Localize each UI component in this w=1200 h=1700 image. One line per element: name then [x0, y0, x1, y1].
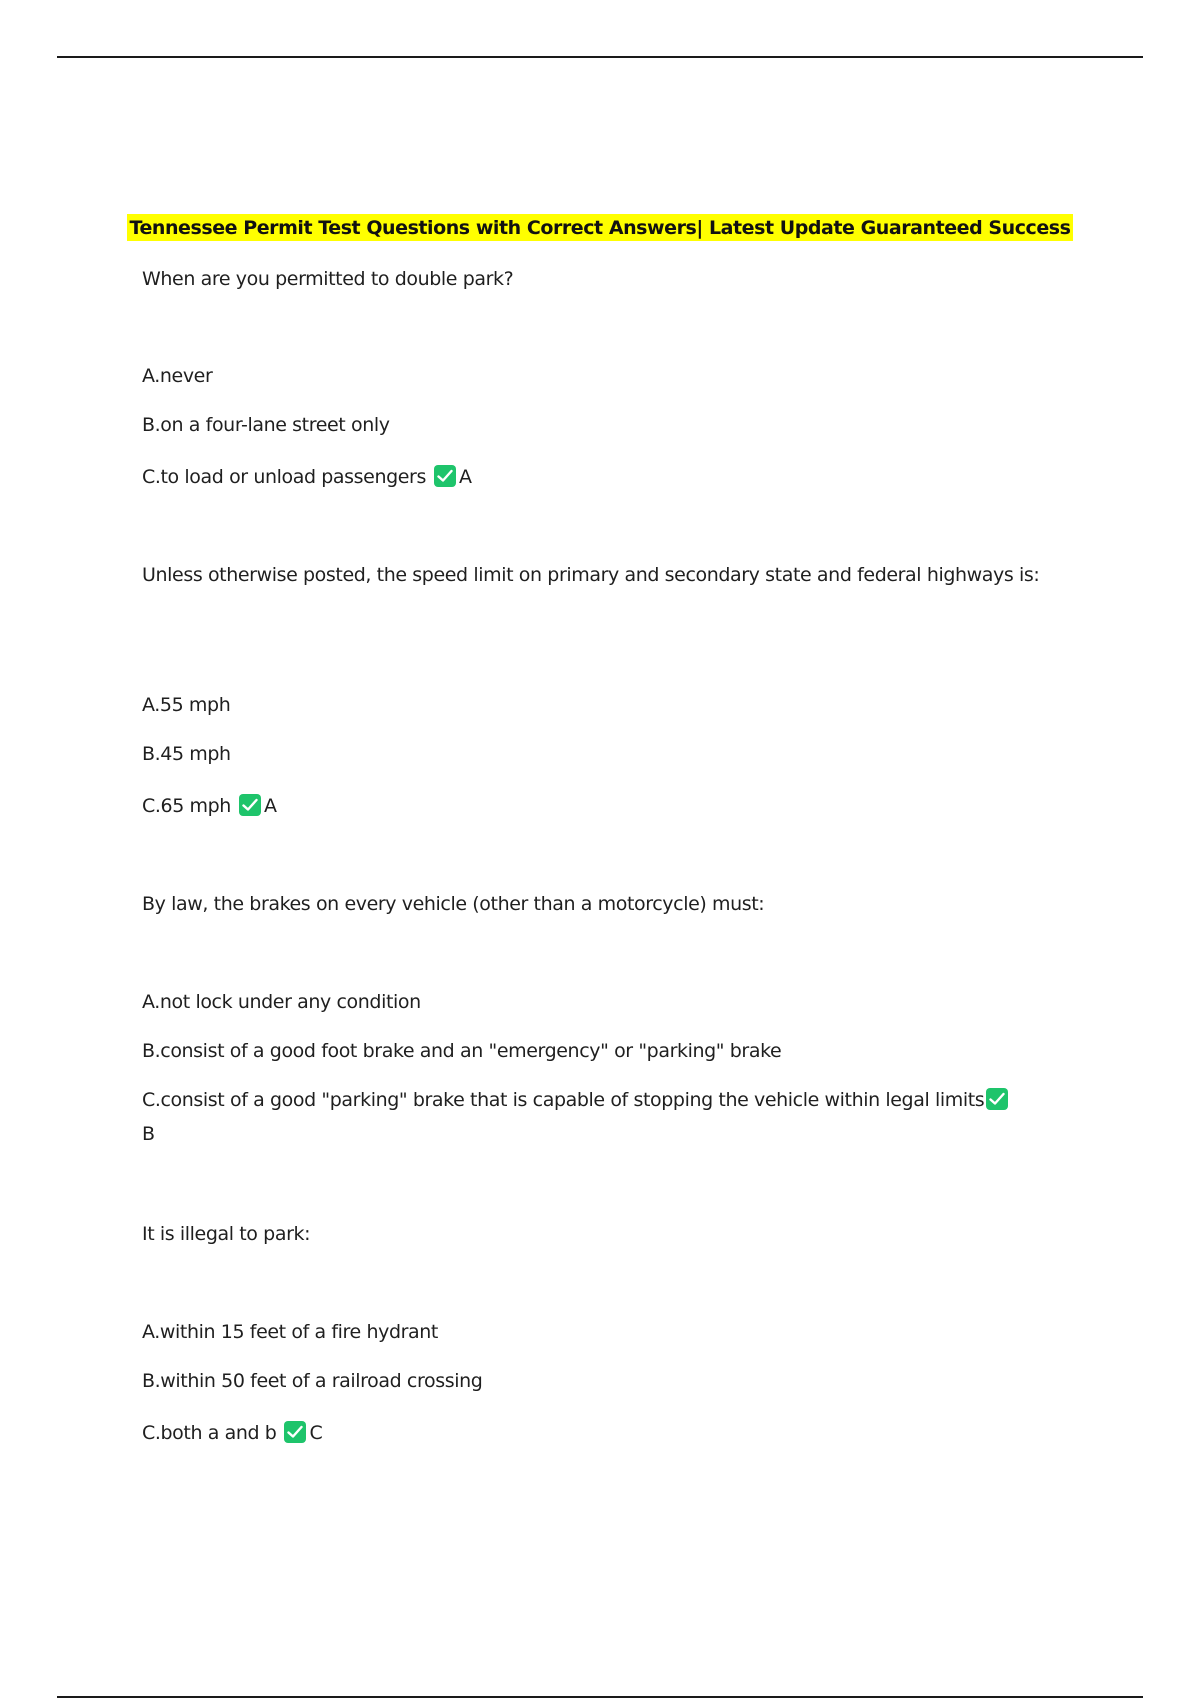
question-1-prompt: When are you permitted to double park?: [142, 268, 514, 290]
document-title: Tennessee Permit Test Questions with Correct Answers| Latest Update Guaranteed Success: [127, 214, 1072, 241]
question-2-option-a: A.55 mph: [142, 694, 231, 716]
question-1-option-a: A.never: [142, 365, 213, 387]
question-4-prompt: It is illegal to park:: [142, 1223, 311, 1245]
check-mark-icon: [986, 1088, 1008, 1110]
check-mark-icon: [284, 1421, 306, 1443]
top-rule: [57, 56, 1143, 58]
question-3-answer: B: [142, 1123, 155, 1145]
question-2-option-b: B.45 mph: [142, 743, 231, 765]
question-3-option-c-line: [142, 1083, 1022, 1151]
question-4-option-a: A.within 15 feet of a fire hydrant: [142, 1321, 438, 1343]
question-4-option-c-line: [142, 1416, 322, 1450]
title-container: [0, 214, 1200, 241]
question-1-option-c-line: [142, 460, 472, 494]
check-mark-icon: [434, 465, 456, 487]
question-1-answer: A: [458, 466, 472, 488]
question-2-prompt: Unless otherwise posted, the speed limit on primary and secondary state and federal highways is:: [142, 564, 1040, 586]
question-1-option-b: B.on a four-lane street only: [142, 414, 390, 436]
check-mark-icon: [239, 794, 261, 816]
question-4-option-c: C.both a and b: [142, 1422, 277, 1444]
question-2-option-c: C.65 mph: [142, 795, 231, 817]
question-4-option-b: B.within 50 feet of a railroad crossing: [142, 1370, 483, 1392]
question-3-option-c: C.consist of a good "parking" brake that is capable of stopping the vehicle within legal limits: [142, 1089, 985, 1111]
question-4-answer: C: [309, 1422, 323, 1444]
question-2-answer: A: [263, 795, 277, 817]
question-3-option-b: B.consist of a good foot brake and an "emergency" or "parking" brake: [142, 1040, 782, 1062]
bottom-rule: [57, 1696, 1143, 1698]
question-3-option-a: A.not lock under any condition: [142, 991, 421, 1013]
question-3-prompt: By law, the brakes on every vehicle (other than a motorcycle) must:: [142, 893, 765, 915]
question-1-option-c: C.to load or unload passengers: [142, 466, 426, 488]
question-2-option-c-line: [142, 789, 277, 823]
